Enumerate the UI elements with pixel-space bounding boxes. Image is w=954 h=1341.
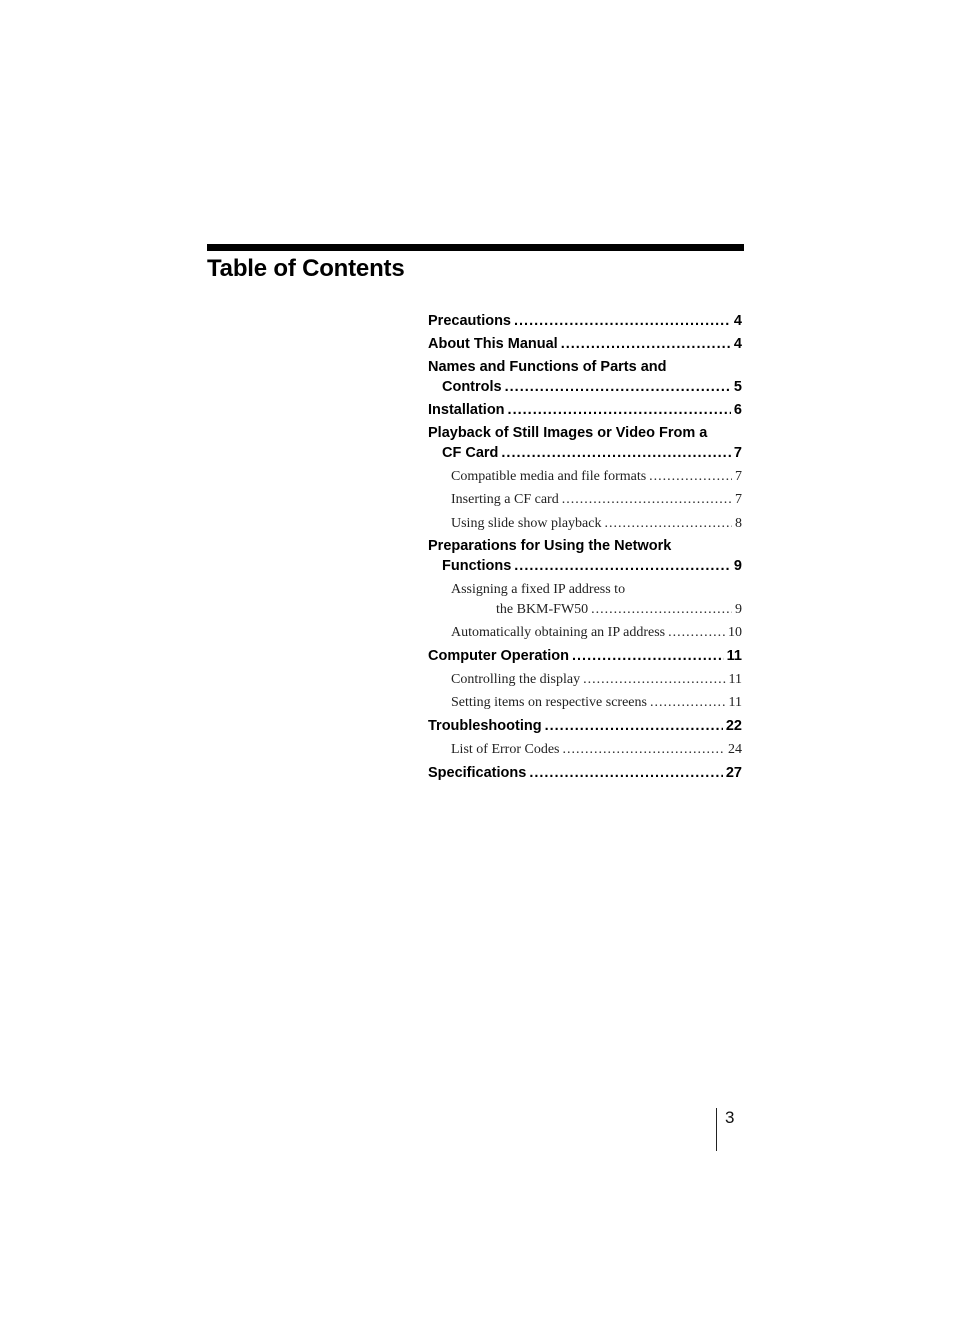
- toc-page-number: 11: [728, 695, 742, 711]
- dot-leader: [545, 717, 723, 737]
- toc-page-number: 7: [735, 492, 742, 508]
- dot-leader: [562, 740, 725, 760]
- toc-entry-title: Installation: [428, 402, 505, 419]
- toc-page-number: 24: [728, 742, 742, 757]
- toc-page-number: 11: [726, 647, 742, 664]
- toc-entry-title: Controls: [442, 378, 502, 395]
- toc-entry-title-line: Playback of Still Images or Video From a: [428, 425, 708, 442]
- toc-page-number: 22: [725, 717, 742, 734]
- toc-subsection-entry[interactable]: [428, 490, 742, 510]
- toc-entry-title: Setting items on respective screens: [451, 695, 647, 711]
- toc-section-entry[interactable]: [428, 424, 742, 463]
- dot-leader: [508, 401, 731, 421]
- toc-page-number: 4: [733, 313, 742, 329]
- toc-entry-title-line: Preparations for Using the Network: [428, 538, 672, 555]
- toc-subsection-entry[interactable]: [428, 670, 742, 690]
- toc-entry-title: CF Card: [442, 444, 499, 461]
- dot-leader: [501, 444, 731, 464]
- toc-page-number: 5: [733, 378, 742, 395]
- toc-section-entry[interactable]: [428, 647, 742, 667]
- dot-leader: [604, 514, 732, 534]
- dot-leader: [562, 490, 732, 510]
- toc-entry-title: Inserting a CF card: [451, 492, 559, 508]
- toc-entry-title: Automatically obtaining an IP address: [451, 625, 666, 641]
- toc-page-number: 8: [735, 515, 742, 531]
- dot-leader: [649, 467, 732, 487]
- toc-page-number: 6: [733, 402, 742, 419]
- dot-leader: [561, 335, 731, 355]
- toc-page-number: 27: [725, 764, 742, 781]
- toc-entry-title: Compatible media and file formats: [451, 468, 647, 484]
- dot-leader: [529, 764, 723, 784]
- toc-section-entry[interactable]: [428, 764, 742, 784]
- toc-page-number: 7: [735, 468, 742, 484]
- toc-entry-title: Controlling the display: [451, 671, 581, 687]
- dot-leader: [514, 557, 731, 577]
- toc-subsection-entry[interactable]: [428, 693, 742, 713]
- toc-section-entry[interactable]: [428, 717, 742, 737]
- toc-subsection-entry[interactable]: [428, 740, 742, 760]
- toc-page-number: 9: [735, 601, 742, 617]
- toc-page-number: 7: [733, 444, 742, 461]
- toc-entry-title: Functions: [442, 557, 512, 574]
- table-of-contents: [428, 312, 742, 787]
- toc-page-number: 9: [733, 557, 742, 574]
- dot-leader: [572, 647, 724, 667]
- dot-leader: [591, 600, 732, 620]
- heading-rule: [207, 244, 744, 251]
- page-title: Table of Contents: [207, 255, 405, 282]
- dot-leader: [650, 693, 726, 713]
- toc-entry-title: About This Manual: [428, 336, 558, 353]
- page-number-marker: [716, 1108, 747, 1151]
- toc-entry-title: the BKM-FW50: [496, 601, 589, 617]
- toc-section-entry[interactable]: [428, 358, 742, 397]
- toc-entry-title: Computer Operation: [428, 647, 569, 664]
- toc-entry-title: List of Error Codes: [451, 742, 560, 757]
- dot-leader: [668, 623, 725, 643]
- toc-page-number: 11: [728, 671, 742, 687]
- dot-leader: [505, 378, 731, 398]
- page-number: 3: [725, 1108, 735, 1127]
- toc-section-entry[interactable]: [428, 401, 742, 421]
- toc-entry-title: Using slide show playback: [451, 515, 602, 531]
- toc-page-number: 4: [733, 336, 742, 353]
- toc-section-entry[interactable]: [428, 335, 742, 355]
- toc-entry-title: Precautions: [428, 313, 511, 329]
- toc-subsection-entry[interactable]: [428, 514, 742, 534]
- dot-leader: [583, 670, 725, 690]
- toc-entry-title-line: Names and Functions of Parts and: [428, 359, 667, 376]
- toc-section-entry[interactable]: [428, 312, 742, 332]
- toc-section-entry[interactable]: [428, 537, 742, 576]
- toc-entry-title: Specifications: [428, 764, 527, 781]
- toc-page-number: 10: [728, 625, 742, 641]
- dot-leader: [514, 312, 731, 332]
- toc-subsection-entry[interactable]: [428, 623, 742, 643]
- toc-subsection-entry[interactable]: [428, 467, 742, 487]
- toc-entry-title: Troubleshooting: [428, 717, 542, 734]
- toc-subsection-entry[interactable]: [428, 580, 742, 619]
- toc-entry-title-line: Assigning a fixed IP address to: [451, 582, 626, 598]
